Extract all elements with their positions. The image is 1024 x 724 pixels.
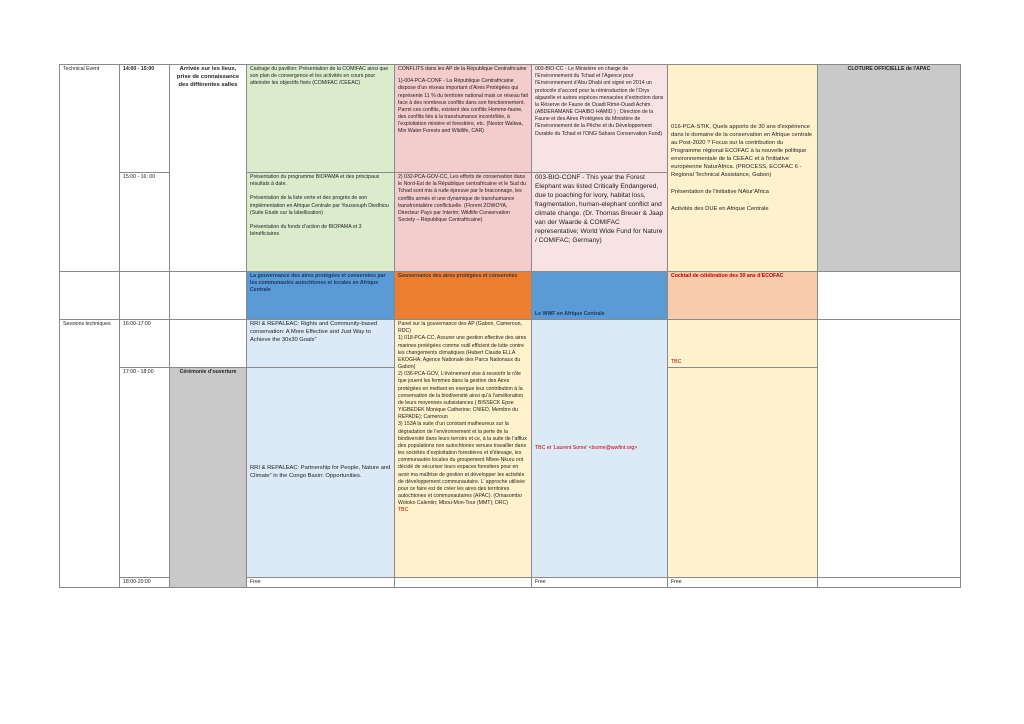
arrival-cell: Arrivée sur les lieux, prise de connaissance des différentes salles bbox=[170, 65, 247, 272]
conflits-intro: CONFLITS dans les AP de la République Centrafricaine bbox=[398, 66, 527, 72]
header-wwf: Le WWF en Afrique Centrale bbox=[532, 272, 668, 320]
time-cell: 16:00-17:00 bbox=[120, 320, 170, 368]
time-cell: 15:00 - 16: 00 bbox=[120, 173, 170, 272]
event-type-cell: Technical Event bbox=[60, 65, 120, 272]
header-green-topic: La gouvernance des aires protégées et conservées par les communautés autochtones et locales en Afrique Centrale bbox=[247, 272, 395, 320]
panel-item: 1) 018-PCA-CC, Assurer une gestion effective des aires marines protégées comme outil efficient de lutte contre les changements climatiques (Hubert Claude ELLA EKOGHA; Agence Nationale des Parcs Nationaux du Gabon) bbox=[398, 335, 527, 371]
biopama-item: Présentation de la liste verte et des progrès de son implémentation en Afrique Centrale par Youssouph Diedhiou (Suite Etude sur la labellisation) bbox=[250, 195, 389, 216]
biopama-item: Présentation du fonds d’action de BIOPAMA et 3 bénéficiaires bbox=[250, 223, 362, 238]
due-text: Activités des DUE en Afrique Centrale bbox=[671, 206, 769, 213]
stik-text: 016-PCA-STIK, Quels apports de 30 ans d'expérience dans le domaine de la conservation en Afrique centrale au Post-2020 ? Focus sur la contribution du Programme régional ECOFAC à la nouvelle politique environnementale de la CEEAC et à l'initiative européenne NaturAfrica. (PROCESS, ECOFAC 6 - Regional Technical Assistance, Gabon) bbox=[671, 123, 813, 179]
time-cell: 18:00-20:00 bbox=[120, 578, 170, 588]
wwf-tbc-cell: TBC et ‘Laurent Some’ <lsome@wwfint.org> bbox=[532, 320, 668, 578]
free-cell: Free bbox=[668, 578, 818, 588]
gov-cc-cell: 2) 032-PCA-GOV-CC, Les efforts de conservation dans le Nord-Est de la République centrafricaine et le Sud du Tchad sont mis à rude épreuve par le braconnage, les conflits armés et une dynamique de transhumance transfrontalière conflictuelle. (Florent ZOWOYA, Directeur Pays par Interim; Wildlife Conservation Society – République Centrafricaine) bbox=[395, 173, 532, 272]
panel-cell bbox=[395, 320, 532, 578]
comifac-cadrage-cell: Cadrage du pavillon: Présentation de la COMIFAC ainsi que son plan de convergence et les activités en cours pour atteindre les objectifs fixés (COMIFAC /CEEAC) bbox=[247, 65, 395, 173]
panel-item: 2) 036-PCA-GOV, L’événement vise à ressortir le rôle que jouent les femmes dans la gestion des Aires protégées en mettant en exergue leur contribution à la conservation de la biodiversité ainsi qu’à l’amélioration de leurs moyennes subsistances ( BISSECK Epse YIGBEDEK Monique Catherine; CNIED, Membre du REPADE); Cameroun bbox=[398, 371, 524, 421]
conflits-cell bbox=[395, 65, 532, 173]
time-cell: 14:00 - 15:00 bbox=[120, 65, 170, 173]
stik-cell bbox=[668, 65, 818, 272]
header-orange-topic: Gouvernance des aires protégées et conservées bbox=[395, 272, 532, 320]
panel-title: Panel sur la gouvernance des AP (Gabon, Cameroun, RDC) bbox=[398, 321, 522, 335]
ceremonie-cell: Cérémonie d’ouverture bbox=[170, 368, 247, 588]
bio-cc-cell: 003-BIO-CC - Le Ministère en charge de l’Environnement du Tchad et l’Agence pour l’Environnement d’Abu Dhabi ont signé en 2014 un protocole d’accord pour la réintroduction de l’Oryx algazelle et autres espèces menacées d’extinction dans la Réserve de Faune de Ouadi Rimé-Ouadi Achim . (ABDERAMANE CHAIBO HAMID ) ; Direction de la Faune et des Aires Protégées du Ministère de l’Environnement de la Pêche et du Développement Durable du Tchad et l’ONG Sahara Conservation Fund) bbox=[532, 65, 668, 173]
sessions-label-cell: Sessions techniques bbox=[60, 320, 120, 588]
conflits-body: 1)-004-PCA-CONF - La République Centrafricaine dispose d’un réseau important d’Aires Protégées qui représente 11 % du territoire national mais ce réseau fait face à des nombreux conflits dans son fonctionnement. Parmi ces conflits, existent des conflits Homme-faune, des conflits liés à la transhumance incontrôlée, à l’exploitation minière et forestière, etc. (Nestor Waliwa, Min Water Forests and Wildlife, CAR) bbox=[398, 78, 528, 135]
schedule-table bbox=[59, 64, 961, 588]
biopama-cell bbox=[247, 173, 395, 272]
row-16-17 bbox=[60, 320, 961, 368]
rri-2-cell: RRI & REPALEAC: Partnership for People, Nature and Climate” in the Congo Basin: Opportunities. bbox=[247, 368, 395, 578]
time-cell: 17:00 - 18:00 bbox=[120, 368, 170, 578]
row-14-15 bbox=[60, 65, 961, 173]
rri-1-cell: RRI & REPALEAC: Rights and Community-based conservation: A More Effective and Just Way to Achieve the 30x30 Goals” bbox=[247, 320, 395, 368]
naturafrica-text: Présentation de l'initiative NAtur'Africa bbox=[671, 189, 769, 196]
free-cell: Free bbox=[247, 578, 395, 588]
header-cocktail: Cocktail de célébration des 30 ans d’ECOFAC bbox=[668, 272, 818, 320]
cloture-cell: CLOTURE OFFICIELLE de l'APAC bbox=[818, 65, 961, 272]
free-cell: Free bbox=[532, 578, 668, 588]
row-headers bbox=[60, 272, 961, 320]
panel-tbc: TBC bbox=[398, 507, 409, 514]
cocktail-tbc-cell: TBC bbox=[668, 320, 818, 368]
panel-item: 3) 153A la suite d’un constant malheureux sur la dégradation de l’environnement et la perte de la biodiversité dans leurs terroirs et ce, à la suite de l’afflux des populations non autochtones venues travailler dans les sociétés d’exploitation forestières et d’élevage, les communautés locales du groupement Mbee-Nkuru ont décidé de sécuriser leurs espaces forestiers pour en avoir ma maîtrise de gestion et développer les activités de développement communautaire. L’ approche utilisée pour ce faire est de créer les aires des territoires autochtones et communautaires (APAC). (Omasombo Wotoko Calentin; Mbou-Mon-Tour (MMT); DRC) bbox=[398, 421, 527, 507]
biopama-item: Présentation du programme BIOPAMA et des principaux résultats à date. bbox=[250, 174, 380, 188]
bio-conf-cell: 003-BIO-CONF - This year the Forest Elephant was listed Critically Endangered, due to poaching for ivory, habitat loss, fragmentation, human-elephant conflict and climate change. (Dr. Thomas Breuer & Jaap van der Waarde & COMIFAC representative; World Wide Fund for Nature / COMIFAC; Germany) bbox=[532, 173, 668, 272]
